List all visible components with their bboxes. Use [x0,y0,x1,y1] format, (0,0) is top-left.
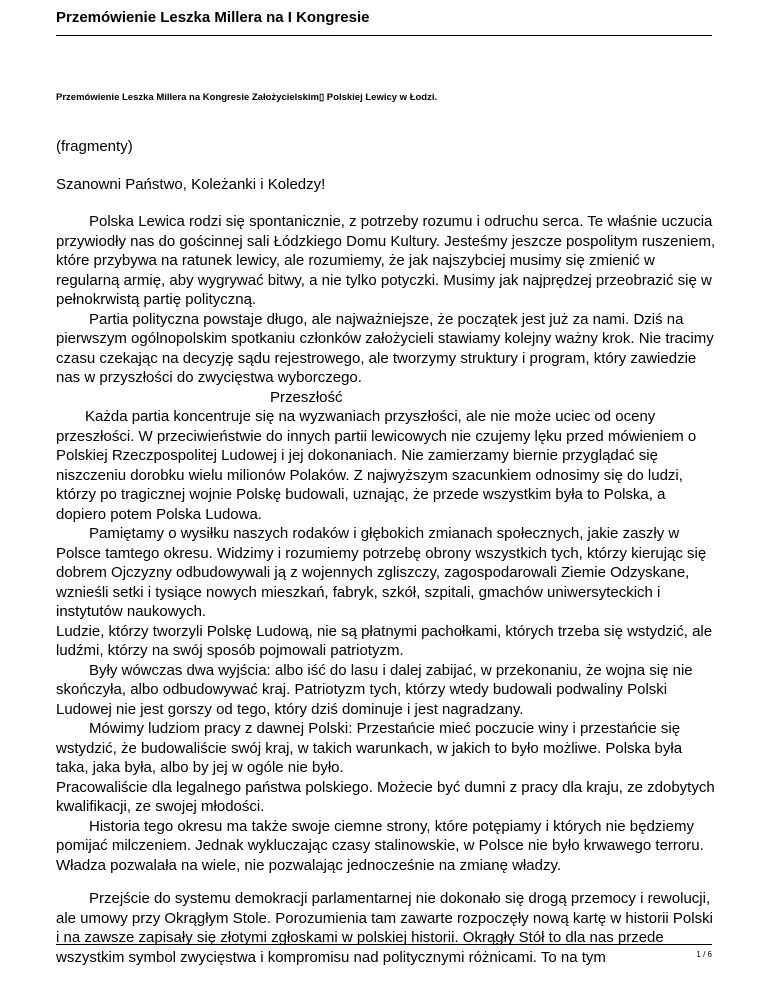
paragraph: Mówimy ludziom pracy z dawnej Polski: Przestańcie mieć poczucie winy i przestańcie się wstydzić, że budowaliście swój kraj, w takich warunkach, w jakich to było możliwe. Polska była taka, jaka była, albo by jej w ogóle nie było. [56,720,683,776]
document-body [56,137,716,967]
header-divider [56,35,712,36]
page-header-title: Przemówienie Leszka Millera na I Kongresie [56,9,370,26]
paragraph: Partia polityczna powstaje długo, ale najważniejsze, że początek jest już za nami. Dziś na pierwszym ogólnopolskim spotkaniu członków założycieli stawiamy kolejny ważny krok. Nie tracimy czasu czekając na decyzję sądu rejestrowego, ale tworzymy struktury i program, który zawiedzie nas w przyszłości do zwycięstwa wyborczego. [56,310,714,386]
page-number: 1 / 6 [696,950,712,959]
paragraph: Były wówczas dwa wyjścia: albo iść do lasu i dalej zabijać, w przekonaniu, że wojna się nie skończyła, albo odbudowywać kraj. Patriotyzm tych, którzy wtedy budowali podwaliny Polski Ludowej nie jest gorszy od tego, który dziś dominuje i jest nagradzany. [56,661,693,718]
footer-divider [56,944,712,945]
paragraph-salutation: Szanowni Państwo, Koleżanki i Koledzy! [56,175,326,193]
section-heading-przeszlosc: Przeszłość [270,388,343,406]
paragraph: Polska Lewica rodzi się spontanicznie, z potrzeby rozumu i odruchu serca. Te właśnie uczucia przywiodły nas do gościnnej sali Łódzkiego Domu Kultury. Jesteśmy jeszcze pospolitym ruszeniem, które przybywa na ratunek lewicy, ale rozumiemy, że jak najszybciej musimy się zmienić w regularną armię, aby wygrywać bitwy, a nie tylko potyczki. Musimy jak najprędzej przeobrazić się w pełnokrwistą partię polityczną. [56,213,716,308]
paragraph: Przejście do systemu demokracji parlamentarnej nie dokonało się drogą przemocy i rewolucji, ale umowy przy Okrągłym Stole. Porozumienia tam zawarte rozpoczęły nową kartę w historii Polski i na zawsze zapisały się złotymi zgłoskami w polskiej historii. Okrągły Stół to dla nas przede wszystkim symbol zwycięstwa i kompromisu nad politycznymi różnicami. To na tym [56,890,713,966]
paragraph: Pracowaliście dla legalnego państwa polskiego. Możecie być dumni z pracy dla kraju, ze zdobytych kwalifikacji, ze swojej młodości. [56,778,715,815]
paragraph: Każda partia koncentruje się na wyzwaniach przyszłości, ale nie może uciec od oceny przeszłości. W przeciwieństwie do innych partii lewicowych nie czujemy lęku przed mówieniem o Polskiej Rzeczpospolitej Ludowej i jej dokonaniach. Nie zamierzamy biernie przyglądać się niszczeniu dorobku wielu milionów Polaków. Z najwyższym szacunkiem odnosimy się do ludzi, którzy po tragicznej wojnie Polskę budowali, uznając, że przede wszystkim była to Polska, a dopiero potem Polska Ludowa. [56,408,697,523]
paragraph-fragments-note: (fragmenty) [56,138,133,155]
paragraph: Ludzie, którzy tworzyli Polskę Ludową, nie są płatnymi pachołkami, których trzeba się wstydzić, ale ludźmi, którzy na swój sposób pojmowali patriotyzm. [56,622,713,659]
paragraph: Pamiętamy o wysiłku naszych rodaków i głębokich zmianach społecznych, jakie zaszły w Polsce tamtego okresu. Widzimy i rozumiemy potrzebę obrony wszystkich tych, którzy kierując się dobrem Ojczyzny odbudowywali ją z wojennych zgliszczy, zagospodarowali Ziemie Odzyskane, wznieśli setki i tysiące nowych mieszkań, fabryk, szkół, szpitali, gmachów uniwersyteckich i instytutów naukowych. [56,525,707,620]
paragraph: Historia tego okresu ma także swoje ciemne strony, które potępiamy i których nie będziemy pomijać milczeniem. Jednak wykluczając czasy stalinowskie, w Polsce nie było krwawego terroru. Władza pozwalała na wiele, nie pozwalając jednocześnie na zmianę władzy. [56,817,704,874]
document-subtitle: Przemówienie Leszka Millera na Kongresie Założycielskim▯ Polskiej Lewicy w Łodzi. [56,92,438,103]
